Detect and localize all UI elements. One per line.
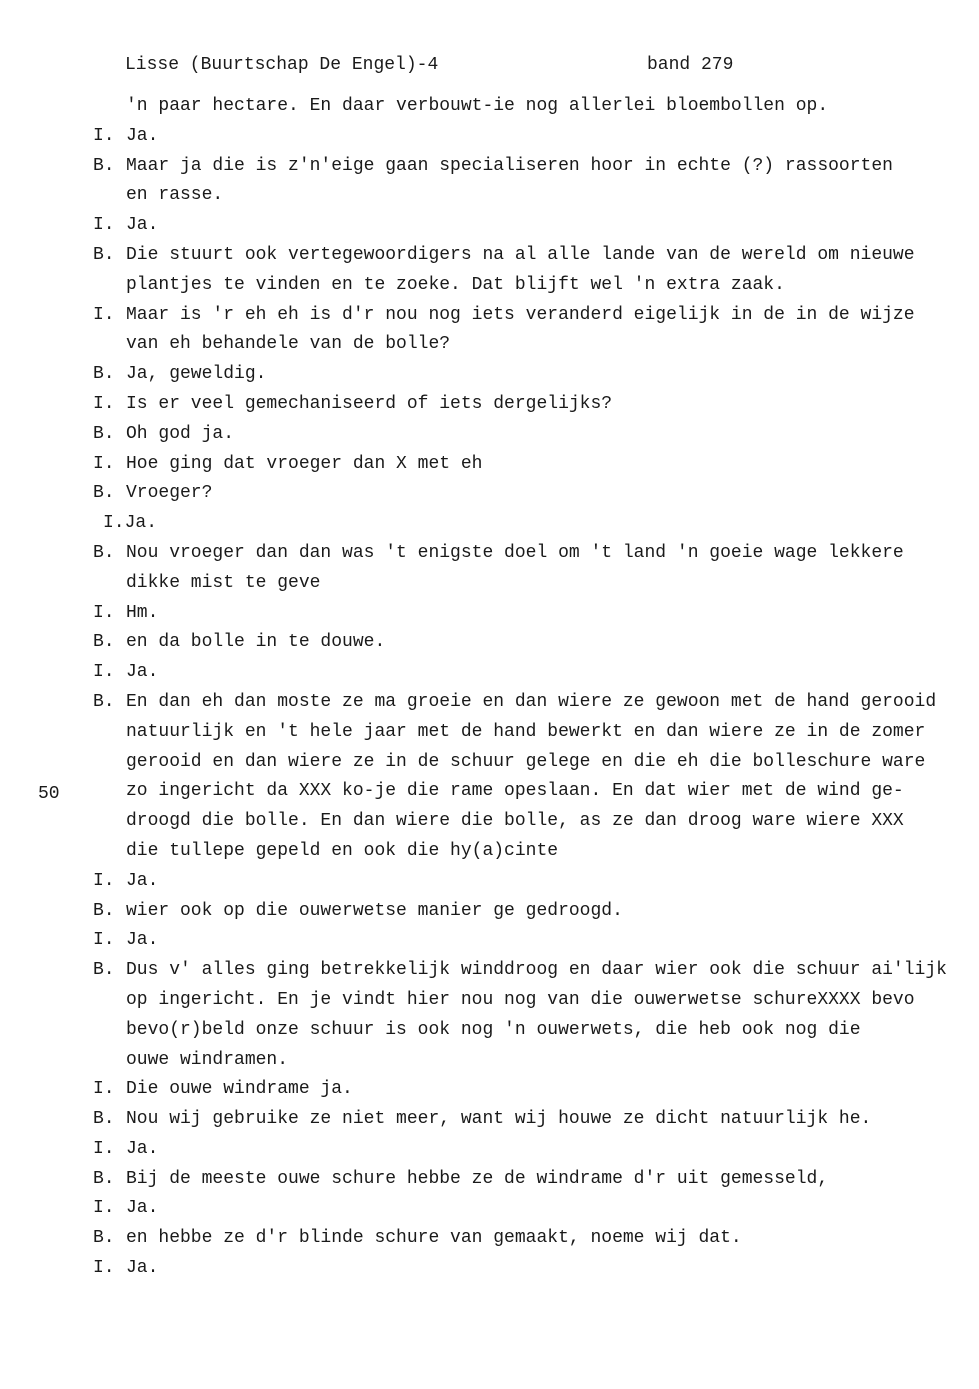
transcript-line — [0, 1075, 979, 1105]
transcript-line — [0, 926, 979, 956]
speaker-label: B. — [93, 423, 115, 444]
line-text: Vroeger? — [126, 483, 213, 504]
tape-number: band 279 — [647, 55, 734, 75]
transcript-line — [0, 509, 979, 539]
line-text: Maar ja die is z'n'eige gaan specialiseren hoor in echte (?) rassoorten — [126, 155, 893, 176]
transcript-line — [0, 450, 979, 480]
line-text: Ja, geweldig. — [126, 364, 267, 385]
line-text: Ja. — [126, 662, 159, 683]
line-text: Oh god ja. — [126, 423, 235, 444]
transcript-line — [0, 867, 979, 897]
transcript-line — [0, 330, 979, 360]
speaker-label: B. — [93, 632, 115, 653]
transcript-line — [0, 1254, 979, 1284]
speaker-label: B. — [93, 1109, 115, 1130]
transcript-line — [0, 956, 979, 986]
line-text: Ja. — [126, 930, 159, 951]
line-text: Dus v' alles ging betrekkelijk winddroog en daar wier ook die schuur ai'lijk — [126, 960, 947, 981]
line-text: Ja. — [126, 125, 159, 146]
line-text: Nou wij gebruike ze niet meer, want wij houwe ze dicht natuurlijk he. — [126, 1109, 872, 1130]
transcript-line — [0, 539, 979, 569]
line-text: En dan eh dan moste ze ma groeie en dan wiere ze gewoon met de hand gerooid — [126, 691, 937, 712]
line-text: en da bolle in te douwe. — [126, 632, 386, 653]
speaker-label: I. — [93, 1138, 115, 1159]
speaker-label: B. — [93, 542, 115, 563]
transcript-line — [0, 688, 979, 718]
transcript-line — [0, 599, 979, 629]
line-text: die tullepe gepeld en ook die hy(a)cinte — [126, 840, 559, 861]
transcript-line — [0, 718, 979, 748]
line-text: zo ingericht da XXX ko-je die rame opeslaan. En dat wier met de wind ge- — [126, 781, 904, 802]
speaker-label: I.Ja. — [103, 513, 158, 534]
line-text: Bij de meeste ouwe schure hebbe ze de windrame d'r uit gemesseld, — [126, 1168, 829, 1189]
transcript-line — [0, 1135, 979, 1165]
line-text: plantjes te vinden en te zoeke. Dat blijft wel 'n extra zaak. — [126, 274, 785, 295]
line-text: Die stuurt ook vertegewoordigers na al alle lande van de wereld om nieuwe — [126, 244, 915, 265]
line-text: Ja. — [126, 1258, 159, 1279]
line-text: bevo(r)beld onze schuur is ook nog 'n ouwerwets, die heb ook nog die — [126, 1019, 861, 1040]
line-text: ouwe windramen. — [126, 1049, 289, 1070]
document-title: Lisse (Buurtschap De Engel)-4 — [125, 55, 439, 75]
line-text: Ja. — [126, 215, 159, 236]
transcript-line — [0, 1165, 979, 1195]
transcript-body — [0, 92, 979, 1284]
speaker-label: B. — [93, 960, 115, 981]
line-text: Ja. — [126, 1198, 159, 1219]
transcript-line — [0, 1194, 979, 1224]
line-text: wier ook op die ouwerwetse manier ge gedroogd. — [126, 900, 623, 921]
transcript-line — [0, 628, 979, 658]
transcript-line — [0, 569, 979, 599]
speaker-label: B. — [93, 1228, 115, 1249]
transcript-line — [0, 360, 979, 390]
line-text: gerooid en dan wiere ze in de schuur gelege en die eh die bolleschure ware — [126, 751, 926, 772]
transcript-line — [0, 748, 979, 778]
transcript-line — [0, 390, 979, 420]
line-text: Die ouwe windrame ja. — [126, 1079, 353, 1100]
line-text: 'n paar hectare. En daar verbouwt-ie nog allerlei bloembollen op. — [126, 96, 829, 116]
transcript-line — [0, 1224, 979, 1254]
transcript-line — [0, 152, 979, 182]
speaker-label: I. — [93, 453, 115, 474]
transcript-line — [0, 271, 979, 301]
line-text: Ja. — [126, 1138, 159, 1159]
line-text: en rasse. — [126, 185, 224, 206]
transcript-line — [0, 479, 979, 509]
speaker-label: B. — [93, 364, 115, 385]
transcript-line — [0, 122, 979, 152]
margin-line-number: 50 — [38, 784, 60, 804]
transcript-line — [0, 181, 979, 211]
line-text: Nou vroeger dan dan was 't enigste doel om 't land 'n goeie wage lekkere — [126, 542, 904, 563]
speaker-label: B. — [93, 155, 115, 176]
speaker-label: I. — [93, 1198, 115, 1219]
line-text: Hm. — [126, 602, 159, 623]
speaker-label: I. — [93, 125, 115, 146]
line-text: natuurlijk en 't hele jaar met de hand bewerkt en dan wiere ze in de zomer — [126, 721, 926, 742]
transcript-line — [0, 658, 979, 688]
speaker-label: I. — [93, 304, 115, 325]
speaker-label: B. — [93, 483, 115, 504]
line-text: van eh behandele van de bolle? — [126, 334, 451, 355]
speaker-label: B. — [93, 244, 115, 265]
line-text: Hoe ging dat vroeger dan X met eh — [126, 453, 483, 474]
transcript-line — [0, 807, 979, 837]
transcript-line — [0, 1046, 979, 1076]
line-text: en hebbe ze d'r blinde schure van gemaakt, noeme wij dat. — [126, 1228, 742, 1249]
line-text: Is er veel gemechaniseerd of iets dergelijks? — [126, 393, 613, 414]
speaker-label: B. — [93, 900, 115, 921]
speaker-label: I. — [93, 930, 115, 951]
speaker-label: B. — [93, 1168, 115, 1189]
speaker-label: I. — [93, 1079, 115, 1100]
transcript-line — [0, 986, 979, 1016]
line-text: op ingericht. En je vindt hier nou nog van die ouwerwetse schureXXXX bevo — [126, 989, 915, 1010]
transcript-line — [0, 241, 979, 271]
transcript-line — [0, 420, 979, 450]
transcript-line — [0, 92, 979, 122]
speaker-label: I. — [93, 602, 115, 623]
line-text: droogd die bolle. En dan wiere die bolle, as ze dan droog ware wiere XXX — [126, 811, 904, 832]
line-text: Ja. — [126, 870, 159, 891]
speaker-label: I. — [93, 662, 115, 683]
line-text: Maar is 'r eh eh is d'r nou nog iets veranderd eigelijk in de in de wijze — [126, 304, 915, 325]
transcript-line — [0, 837, 979, 867]
transcript-line — [0, 897, 979, 927]
transcript-line — [0, 777, 979, 807]
speaker-label: I. — [93, 215, 115, 236]
transcript-line — [0, 211, 979, 241]
transcript-line — [0, 1016, 979, 1046]
transcript-line — [0, 301, 979, 331]
speaker-label: B. — [93, 691, 115, 712]
transcript-line — [0, 1105, 979, 1135]
line-text: dikke mist te geve — [126, 572, 321, 593]
speaker-label: I. — [93, 1258, 115, 1279]
speaker-label: I. — [93, 870, 115, 891]
speaker-label: I. — [93, 393, 115, 414]
